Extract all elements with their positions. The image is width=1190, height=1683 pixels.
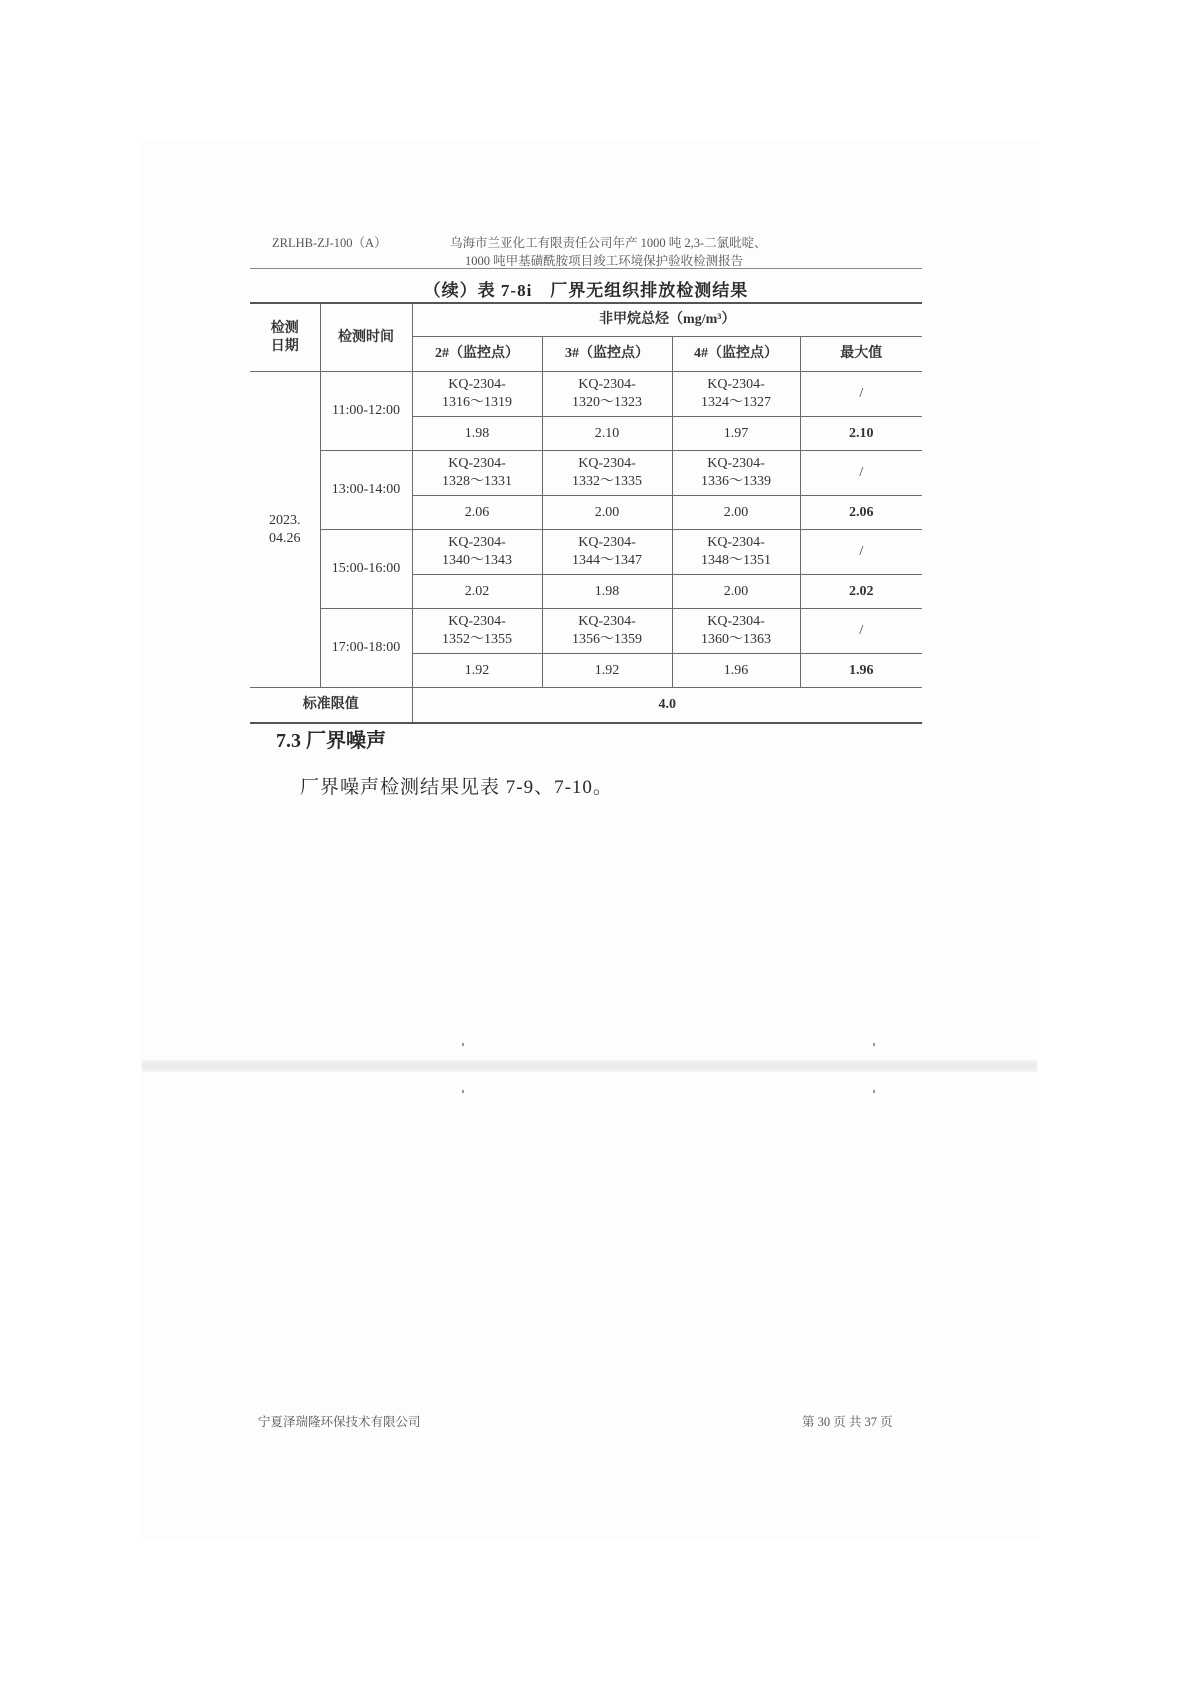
- header-date: 检测 日期: [250, 303, 320, 372]
- limit-row: [250, 688, 922, 724]
- report-title-line2: 1000 吨甲基磺酰胺项目竣工环境保护验收检测报告: [465, 254, 744, 268]
- value-cell: 2.02: [412, 575, 542, 609]
- header-parameter: 非甲烷总烃（mg/m³）: [412, 303, 922, 337]
- value-cell: 1.98: [412, 417, 542, 451]
- scan-speck: [462, 1090, 464, 1093]
- report-title-line1: 乌海市兰亚化工有限责任公司年产 1000 吨 2,3-二氯吡啶、: [450, 236, 767, 250]
- scan-speck: [462, 1043, 464, 1046]
- sample-id-cell: KQ-2304- 1320～1323: [542, 372, 672, 417]
- footer-company: 宁夏泽瑞隆环保技术有限公司: [258, 1415, 421, 1429]
- sample-id-cell: /: [800, 530, 922, 575]
- sample-id-cell: KQ-2304- 1332～1335: [542, 451, 672, 496]
- footer-page-number: 第 30 页 共 37 页: [802, 1415, 893, 1429]
- sample-id-cell: /: [800, 451, 922, 496]
- max-value-cell: 2.10: [800, 417, 922, 451]
- value-cell: 1.98: [542, 575, 672, 609]
- time-cell: 11:00-12:00: [320, 372, 412, 451]
- sample-id-cell: KQ-2304- 1356～1359: [542, 609, 672, 654]
- sample-id-cell: KQ-2304- 1336～1339: [672, 451, 800, 496]
- section-heading: 7.3 厂界噪声: [276, 730, 386, 752]
- time-cell: 13:00-14:00: [320, 451, 412, 530]
- max-value-cell: 1.96: [800, 654, 922, 688]
- subheader-3: 最大值: [800, 337, 922, 372]
- section-paragraph: 厂界噪声检测结果见表 7-9、7-10。: [300, 777, 613, 798]
- sample-id-cell: /: [800, 609, 922, 654]
- sample-id-cell: KQ-2304- 1324～1327: [672, 372, 800, 417]
- page-header: [250, 233, 922, 269]
- sample-id-cell: /: [800, 372, 922, 417]
- scan-speck: [873, 1090, 875, 1093]
- table-row: [250, 451, 922, 496]
- results-table: [250, 302, 922, 724]
- sample-id-cell: KQ-2304- 1316～1319: [412, 372, 542, 417]
- subheader-2: 4#（监控点）: [672, 337, 800, 372]
- time-cell: 17:00-18:00: [320, 609, 412, 688]
- sample-id-cell: KQ-2304- 1340～1343: [412, 530, 542, 575]
- subheader-1: 3#（监控点）: [542, 337, 672, 372]
- header-time: 检测时间: [320, 303, 412, 372]
- value-cell: 2.00: [672, 575, 800, 609]
- scan-artifact-band: [142, 1060, 1037, 1072]
- scan-speck: [873, 1043, 875, 1046]
- value-cell: 1.96: [672, 654, 800, 688]
- table-header-row: [250, 303, 922, 337]
- limit-label: 标准限值: [250, 688, 412, 724]
- time-cell: 15:00-16:00: [320, 530, 412, 609]
- date-cell: 2023. 04.26: [250, 372, 320, 688]
- max-value-cell: 2.06: [800, 496, 922, 530]
- limit-value: 4.0: [412, 688, 922, 724]
- subheader-0: 2#（监控点）: [412, 337, 542, 372]
- table-row: [250, 530, 922, 575]
- sample-id-cell: KQ-2304- 1360～1363: [672, 609, 800, 654]
- value-cell: 1.97: [672, 417, 800, 451]
- sample-id-cell: KQ-2304- 1352～1355: [412, 609, 542, 654]
- table-row: [250, 372, 922, 417]
- value-cell: 1.92: [542, 654, 672, 688]
- sample-id-cell: KQ-2304- 1348～1351: [672, 530, 800, 575]
- value-cell: 2.00: [672, 496, 800, 530]
- sample-id-cell: KQ-2304- 1344～1347: [542, 530, 672, 575]
- max-value-cell: 2.02: [800, 575, 922, 609]
- table-row: [250, 609, 922, 654]
- value-cell: 2.06: [412, 496, 542, 530]
- table-caption: （续）表 7-8i 厂界无组织排放检测结果: [423, 281, 749, 300]
- report-code: ZRLHB-ZJ-100（A）: [272, 236, 387, 250]
- value-cell: 1.92: [412, 654, 542, 688]
- value-cell: 2.10: [542, 417, 672, 451]
- sample-id-cell: KQ-2304- 1328～1331: [412, 451, 542, 496]
- value-cell: 2.00: [542, 496, 672, 530]
